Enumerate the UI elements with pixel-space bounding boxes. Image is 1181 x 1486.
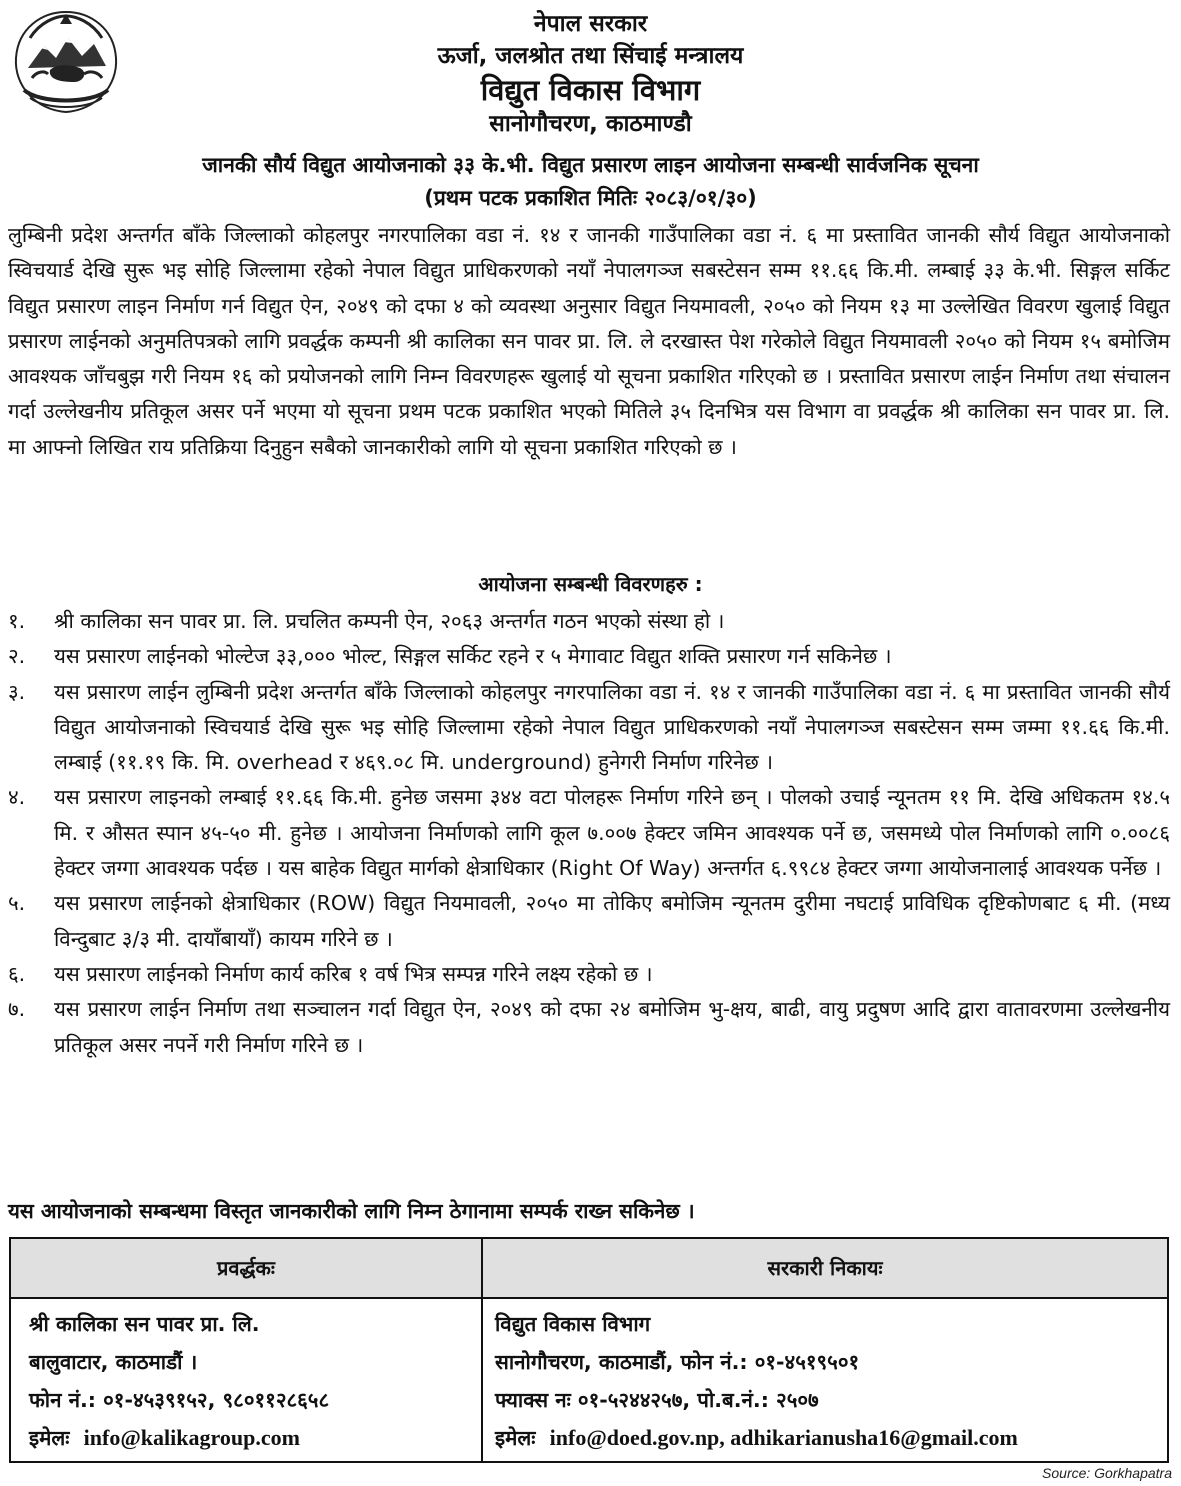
government-address-phone: सानोगौचरण, काठमाडौं, फोन नं.: ०१-४५१९५०१ (495, 1350, 860, 1374)
source-credit: Source: Gorkhapatra (1042, 1465, 1172, 1481)
government-heading: सरकारी निकायः (767, 1256, 883, 1280)
list-item-text: यस प्रसारण लाईन निर्माण तथा सञ्चालन गर्दा विद्युत ऐन, २०४९ को दफा २४ बमोजिम भु-क्षय, बाढी, वायु प्रदुषण आदि द्वारा वातावरणमा उल्लेखनीय प्रतिकूल असर नपर्ने गरी निर्माण गरिने छ । (54, 997, 1170, 1057)
list-item (8, 639, 1170, 674)
contact-table (9, 1237, 1169, 1463)
list-item-text: यस प्रसारण लाईनको निर्माण कार्य करिब १ वर्ष भित्र सम्पन्न गरिने लक्ष्य रहेको छ । (54, 961, 653, 986)
nepal-government-emblem (10, 8, 122, 116)
list-item (8, 604, 1170, 639)
ministry-name: ऊर्जा, जलश्रोत तथा सिंचाई मन्त्रालय (437, 43, 744, 69)
promoter-email[interactable]: info@kalikagroup.com (83, 1425, 300, 1450)
promoter-email-row (29, 1419, 469, 1457)
list-item (8, 957, 1170, 992)
list-item (8, 780, 1170, 886)
promoter-heading: प्रवर्द्धकः (217, 1256, 275, 1280)
column-divider (481, 1239, 483, 1461)
notice-header (150, 8, 1031, 140)
details-list (8, 604, 1170, 1063)
promoter-name: श्री कालिका सन पावर प्रा. लि. (29, 1312, 260, 1336)
intro-paragraph: लुम्बिनी प्रदेश अन्तर्गत बाँके जिल्लाको कोहलपुर नगरपालिका वडा नं. १४ र जानकी गाउँपालिका वडा नं. ६ मा प्रस्तावित जानकी सौर्य विद्युत आयोजनाको स्विचयार्ड देखि सुरू भइ सोहि जिल्लामा रहेको नेपाल विद्युत प्राधिकरणको नयाँ नेपालगञ्ज सबस्टेसन सम्म ११.६६ कि.मी. लम्बाई ३३ के.भी. सिङ्गल सर्किट विद्युत प्रसारण लाइन निर्माण गर्न विद्युत ऐन, २०४९ को दफा ४ को व्यवस्था अनुसार विद्युत नियमावली, २०५० को नियम १३ मा उल्लेखित विवरण खुलाई विद्युत प्रसारण लाईनको अनुमतिपत्रको लागि प्रवर्द्धक कम्पनी श्री कालिका सन पावर प्रा. लि. ले दरखास्त पेश गरेकोले विद्युत नियमावली २०५० को नियम १५ बमोजिम आवश्यक जाँचबुझ गरी नियम १६ को प्रयोजनको लागि निम्न विवरणहरू खुलाई यो सूचना प्रकाशित गरिएको छ । प्रस्तावित प्रसारण लाईन निर्माण तथा संचालन गर्दा उल्लेखनीय प्रतिकूल असर पर्ने भएमा यो सूचना प्रथम पटक प्रकाशित भएको मितिले ३५ दिनभित्र यस विभाग वा प्रवर्द्धक श्री कालिका सन पावर प्रा. लि. मा आफ्नो लिखित राय प्रतिक्रिया दिनुहुन सबैको जानकारीको लागि यो सूचना प्रकाशित गरिएको छ । (8, 223, 1170, 459)
notice-title: जानकी सौर्य विद्युत आयोजनाको ३३ के.भी. विद्युत प्रसारण लाइन आयोजना सम्बन्धी सार्वजनिक सूचना (202, 153, 979, 177)
promoter-address: बालुवाटार, काठमाडौं । (29, 1350, 198, 1374)
department-location: सानोगौचरण, काठमाण्डौ (489, 111, 692, 137)
government-email-label: इमेलः (495, 1426, 536, 1450)
list-item-number: ५. (8, 891, 26, 916)
government-fax-po: फ्याक्स नः ०१-५२४४२५७, पो.ब.नं.: २५०७ (495, 1388, 819, 1412)
details-heading: आयोजना सम्बन्धी विवरणहरु : (478, 572, 703, 596)
list-item (8, 992, 1170, 1063)
list-item-text: यस प्रसारण लाईनको भोल्टेज ३३,००० भोल्ट, सिङ्गल सर्किट रहने र ५ मेगावाट विद्युत शक्ति प्रसारण गर्न सकिनेछ । (54, 644, 892, 669)
list-item-text: यस प्रसारण लाईनको क्षेत्राधिकार (ROW) विद्युत नियमावली, २०५० मा तोकिए बमोजिम न्यूनतम दुरीमा नघटाई प्राविधिक दृष्टिकोणबाट ६ मी. (मध्य विन्दुबाट ३/३ मी. दायाँबायाँ) कायम गरिने छ । (54, 891, 1170, 951)
list-item-number: ७. (8, 997, 26, 1022)
list-item-number: २. (8, 644, 26, 669)
list-item-text: श्री कालिका सन पावर प्रा. लि. प्रचलित कम्पनी ऐन, २०६३ अन्तर्गत गठन भएको संस्था हो । (54, 609, 725, 633)
promoter-phone-label: फोन नं.: (29, 1388, 96, 1412)
government-office-name: विद्युत विकास विभाग (495, 1312, 651, 1336)
list-item-number: ४. (8, 785, 26, 810)
list-item-text: यस प्रसारण लाईन लुम्बिनी प्रदेश अन्तर्गत बाँके जिल्लाको कोहलपुर नगरपालिका वडा नं. १४ र जानकी गाउँपालिका वडा नं. ६ मा प्रस्तावित जानकी सौर्य विद्युत आयोजनाको स्विचयार्ड देखि सुरू भइ सोहि जिल्लामा रहेको नेपाल विद्युत प्राधिकरणको नयाँ नेपालगञ्ज सबस्टेसन सम्म जम्मा ११.६६ कि.मी. लम्बाई (११.१९ कि. मि. overhead र ४६९.०८ मि. underground) हुनेगरी निर्माण गरिनेछ । (54, 679, 1170, 775)
list-item (8, 675, 1170, 781)
list-item (8, 886, 1170, 957)
contact-table-header (11, 1239, 1167, 1299)
government-contact (495, 1305, 1161, 1457)
contact-note: यस आयोजनाको सम्बन्धमा विस्तृत जानकारीको लागि निम्न ठेगानामा सम्पर्क राख्न सकिनेछ । (8, 1199, 695, 1223)
list-item-text: यस प्रसारण लाइनको लम्बाई ११.६६ कि.मी. हुनेछ जसमा ३४४ वटा पोलहरू निर्माण गरिने छन् । पोलको उचाई न्यूनतम ११ मि. देखि अधिकतम १४.५ मि. र औसत स्पान ४५-५० मी. हुनेछ । आयोजना निर्माणको लागि कूल ७.००७ हेक्टर जमिन आवश्यक पर्ने छ, जसमध्ये पोल निर्माणको लागि ०.००८६ हेक्टर जग्गा आवश्यक पर्दछ । यस बाहेक विद्युत मार्गको क्षेत्राधिकार (Right Of Way) अन्तर्गत ६.९९८४ हेक्टर जग्गा आयोजनालाई आवश्यक पर्नेछ । (54, 785, 1170, 881)
promoter-email-label: इमेलः (29, 1426, 70, 1450)
government-email[interactable]: info@doed.gov.np, adhikarianusha16@gmail.com (549, 1425, 1018, 1450)
promoter-phone-row (29, 1381, 469, 1419)
government-name: नेपाल सरकार (533, 11, 648, 37)
list-item-number: १. (8, 609, 26, 633)
list-item-number: ३. (8, 679, 26, 704)
promoter-contact (29, 1305, 469, 1457)
promoter-phone: ०१-४५३९१५२, ९८०११२८६५८ (103, 1388, 330, 1412)
publication-date: (प्रथम पटक प्रकाशित मितिः २०८३/०१/३०) (424, 186, 757, 210)
department-name: विद्युत विकास विभाग (480, 73, 701, 107)
list-item-number: ६. (8, 961, 26, 986)
government-email-row (495, 1419, 1161, 1457)
